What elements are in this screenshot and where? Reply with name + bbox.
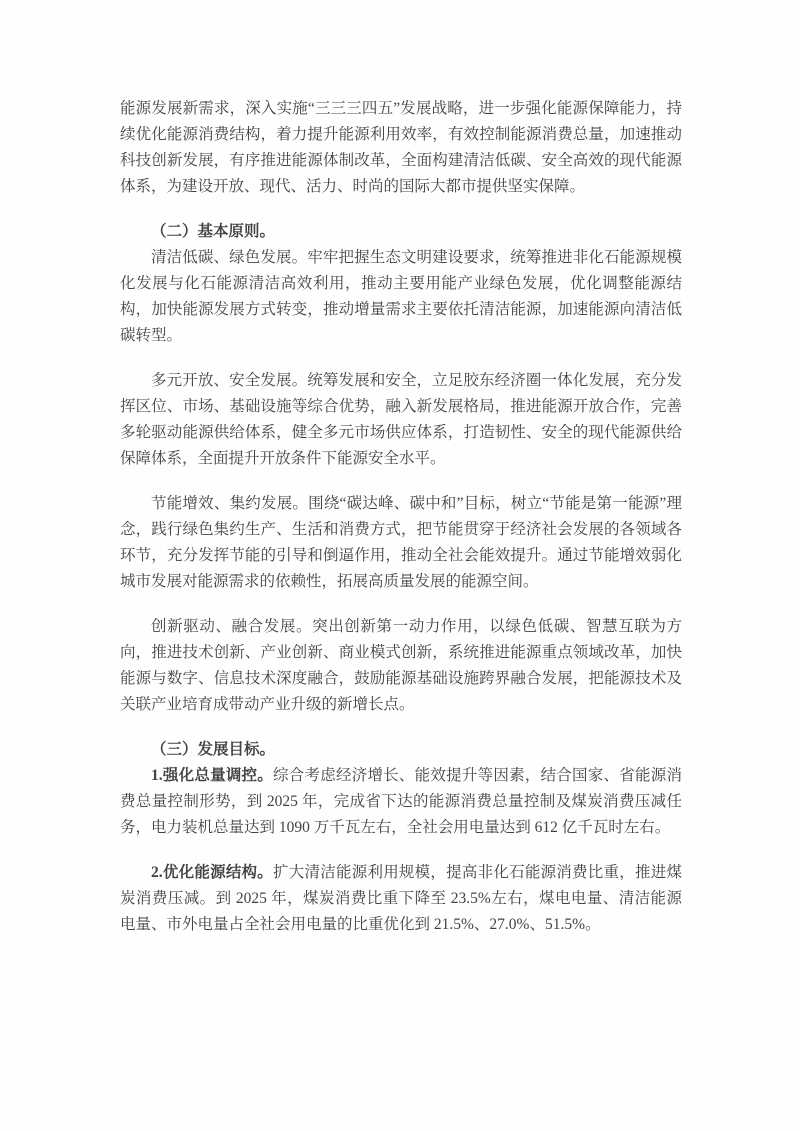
paragraph-continued-strategy: 能源发展新需求，深入实施“三三三四五”发展战略，进一步强化能源保障能力，持续优化能源消费结构，着力提升能源利用效率，有效控制能源消费总量，加速推动科技创新发展，有序推进能源体制改革，全面构建清洁低碳、安全高效的现代能源体系，为建设开放、现代、活力、时尚的国际大都市提供坚实保障。 [120, 100, 682, 195]
goal-2-body-text: 扩大清洁能源利用规模，提高非化石能源消费比重，推进煤炭消费压减。到 2025 年，煤炭消费比重下降至 23.5%左右，煤电电量、清洁能源电量、市外电量占全社会用电量的比重优化到 21.5%、27.0%、51.5%。 [120, 864, 682, 933]
goal-2-lead-label: 2.优化能源结构。 [151, 864, 274, 881]
goal-1-body-text: 综合考虑经济增长、能效提升等因素，结合国家、省能源消费总量控制形势，到 2025 年，完成省下达的能源消费总量控制及煤炭消费压减任务，电力装机总量达到 1090 万千瓦左右，全社会用电量达到 612 亿千瓦时左右。 [120, 767, 682, 836]
goal-1-lead-label: 1.强化总量调控。 [151, 767, 274, 784]
section-heading-basic-principles: （二）基本原则。 [151, 223, 276, 240]
paragraph-principle-clean-low-carbon: 清洁低碳、绿色发展。牢牢把握生态文明建设要求，统筹推进非化石能源规模化发展与化石能源清洁高效利用，推动主要用能产业绿色发展，优化调整能源结构，加快能源发展方式转变，推动增量需求主要依托清洁能源，加速能源向清洁低碳转型。 [120, 249, 682, 344]
paragraph-goal-energy-structure [120, 860, 682, 938]
paragraph-principle-innovation-driven: 创新驱动、融合发展。突出创新第一动力作用，以绿色低碳、智慧互联为方向，推进技术创新、产业创新、商业模式创新，系统推进能源重点领域改革，加快能源与数字、信息技术深度融合，鼓励能源基础设施跨界融合发展，把能源技术及关联产业培育成带动产业升级的新增长点。 [120, 618, 682, 713]
paragraph-principle-energy-saving: 节能增效、集约发展。围绕“碳达峰、碳中和”目标，树立“节能是第一能源”理念，践行绿色集约生产、生活和消费方式，把节能贯穿于经济社会发展的各领域各环节，充分发挥节能的引导和倒逼作用，推动全社会能效提升。通过节能增效弱化城市发展对能源需求的依赖性，拓展高质量发展的能源空间。 [120, 495, 682, 590]
section-heading-development-goals: （三）发展目标。 [151, 741, 276, 758]
paragraph-goal-total-control [120, 763, 682, 841]
paragraph-principle-open-secure: 多元开放、安全发展。统筹发展和安全，立足胶东经济圈一体化发展，充分发挥区位、市场、基础设施等综合优势，融入新发展格局，推进能源开放合作，完善多轮驱动能源供给体系，健全多元市场供应体系，打造韧性、安全的现代能源供给保障体系，全面提升开放条件下能源安全水平。 [120, 372, 682, 467]
